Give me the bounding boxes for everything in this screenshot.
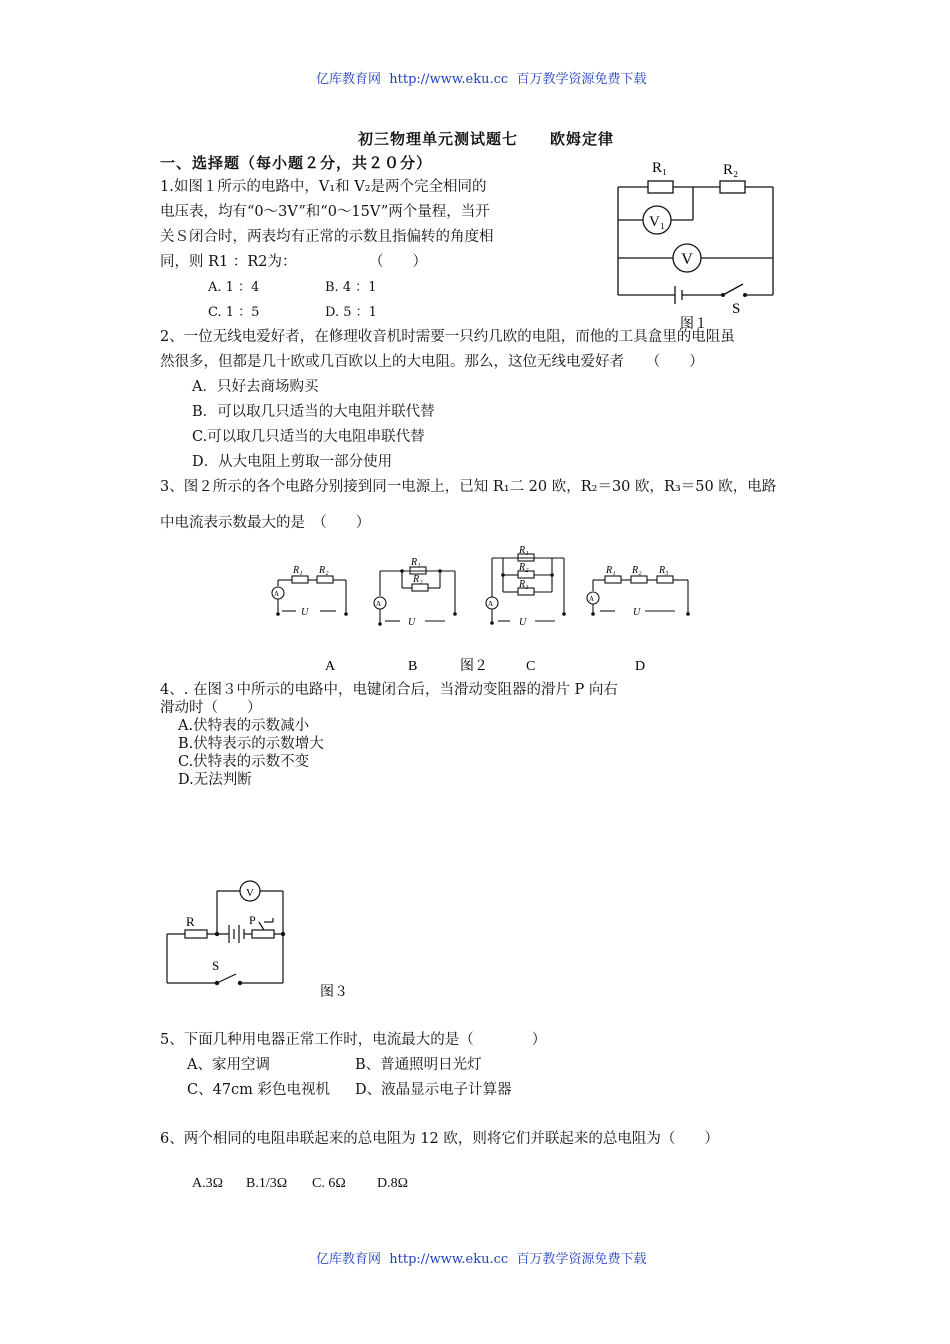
q1-option-c: C. 1 ：5	[208, 305, 260, 320]
q3-line-2: 中电流表示数最大的是 （ ）	[160, 515, 371, 531]
fig2-c-label-u: U	[519, 617, 527, 628]
q2-option-d: D．从大电阻上剪取一部分使用	[192, 454, 393, 470]
q1-option-b: B. 4 ：1	[325, 280, 377, 295]
fig2-a-label-r2: R₂	[319, 565, 329, 576]
fig2-label-a: A	[325, 659, 336, 674]
figure-3-circuit	[160, 878, 360, 1003]
fig1-label-v: V	[681, 251, 693, 268]
fig3-slider-p	[259, 922, 264, 930]
q1-option-d: D. 5 ：1	[325, 305, 377, 320]
q4-option-c: C.伏特表的示数不变	[178, 754, 310, 770]
page-title: 初三物理单元测试题七 欧姆定律	[358, 130, 615, 148]
q4-option-d: D.无法判断	[178, 772, 252, 788]
q4-option-a: A.伏特表的示数减小	[178, 718, 310, 734]
q2-option-c: C.可以取几只适当的大电阻串联代替	[192, 429, 425, 445]
fig2-d-label-ammeter: A	[589, 595, 595, 603]
fig2-circuit-a	[272, 576, 346, 614]
q1-line-4: 同，则 R1 ：R2为： （ ）	[160, 254, 428, 270]
fig2-d-label-r1: R₁	[606, 565, 616, 576]
fig1-label-r1: R₁	[652, 160, 668, 176]
footer-site: 亿库教育网	[316, 1252, 382, 1267]
q1-line-3: 关Ｓ闭合时，两表均有正常的示数且指偏转的角度相	[160, 229, 494, 245]
q5-option-a: A、家用空调	[187, 1057, 270, 1073]
fig1-label-r2: R₂	[723, 162, 739, 178]
header-site: 亿库教育网	[316, 72, 382, 87]
q6-option-d: D.8Ω	[377, 1176, 409, 1191]
footer-slogan: 百万教学资源免费下载	[516, 1252, 647, 1267]
fig2-d-label-u: U	[633, 607, 641, 618]
fig2-label-d: D	[635, 659, 646, 674]
fig2-a-label-ammeter: A	[274, 590, 280, 598]
figure-1-circuit	[605, 150, 785, 335]
fig2-a-label-u: U	[301, 607, 309, 618]
fig2-b-label-r1: R₁	[411, 557, 421, 568]
fig2-label-b: B	[408, 659, 418, 674]
fig1-resistor-r1	[648, 181, 673, 193]
fig1-label-v1: V₁	[648, 214, 666, 230]
fig2-caption: 图２	[460, 659, 488, 674]
header-slogan: 百万教学资源免费下载	[516, 72, 647, 87]
section-heading: 一、选择题（每小题２分，共２０分）	[160, 154, 433, 172]
fig2-label-c: C	[526, 659, 536, 674]
fig3-switch	[217, 974, 236, 983]
fig2-b-label-ammeter: A	[376, 600, 382, 608]
q6-option-a: A.3Ω	[192, 1176, 224, 1191]
fig3-resistor-r	[185, 930, 207, 938]
fig1-switch	[723, 284, 743, 295]
page-footer	[316, 1248, 646, 1267]
q3-line-1: 3、图２所示的各个电路分别接到同一电源上，已知 R₁二 20 欧，R₂＝30 欧，R₃＝50 欧，电路	[160, 479, 777, 495]
q2-option-b: B．可以取几只适当的大电阻并联代替	[192, 404, 435, 420]
q6-option-c: C. 6Ω	[312, 1176, 346, 1191]
q2-line-2: 然很多，但都是几十欧或几百欧以上的大电阻。那么，这位无线电爱好者 （ ）	[160, 354, 704, 370]
fig1-resistor-r2	[720, 181, 745, 193]
q4-line-2: 滑动时（ ）	[160, 700, 262, 716]
page-header	[316, 68, 646, 87]
fig3-rheostat	[252, 930, 274, 938]
fig2-c-label-ammeter: A	[488, 600, 494, 608]
q4-line-1: 4、. 在图３中所示的电路中，电键闭合后，当滑动变阻器的滑片 P 向右	[160, 682, 618, 698]
q1-option-a: A. 1 ：4	[208, 280, 260, 295]
q6-option-b: B.1/3Ω	[246, 1176, 288, 1191]
fig2-c-label-r1: R₁	[519, 545, 529, 556]
q2-line-1: 2、一位无线电爱好者，在修理收音机时需要一只约几欧的电阻，而他的工具盒里的电阻虽	[160, 329, 735, 345]
q4-option-b: B.伏特表示的示数增大	[178, 736, 324, 752]
fig3-label-p: P	[249, 913, 256, 927]
q2-option-a: A．只好去商场购买	[192, 379, 319, 395]
q5-line: 5、下面几种用电器正常工作时，电流最大的是（ ）	[160, 1032, 547, 1048]
fig3-label-s: S	[212, 958, 220, 973]
footer-url[interactable]: http://www.eku.cc	[389, 1252, 509, 1267]
q5-option-b: B、普通照明日光灯	[355, 1057, 482, 1073]
fig2-b-label-r2: R₂	[413, 574, 423, 585]
fig1-label-s: S	[732, 301, 741, 317]
fig3-label-v: V	[246, 887, 254, 899]
figure-2-circuits	[260, 545, 700, 678]
q6-line: 6、两个相同的电阻串联起来的总电阻为 12 欧，则将它们并联起来的总电阻为（ ）	[160, 1131, 719, 1147]
fig3-label-r: R	[186, 914, 195, 929]
q5-option-d: D、液晶显示电子计算器	[355, 1082, 512, 1098]
q5-option-c: C、47cm 彩色电视机	[187, 1082, 331, 1098]
fig2-b-label-u: U	[408, 617, 416, 628]
fig3-caption: 图３	[320, 985, 348, 1000]
fig2-d-label-r3: R₃	[659, 565, 669, 576]
q1-line-1: 1.如图１所示的电路中，V₁和 V₂是两个完全相同的	[160, 179, 487, 195]
fig1-caption: 图１	[680, 317, 708, 332]
header-url[interactable]: http://www.eku.cc	[389, 72, 509, 87]
fig2-d-label-r2: R₂	[632, 565, 642, 576]
fig2-c-label-r3: R₃	[519, 579, 529, 590]
fig2-a-label-r1: R₁	[293, 565, 303, 576]
fig2-c-label-r2: R₂	[519, 562, 529, 573]
q1-line-2: 电压表，均有“0～3V”和“0～15V”两个量程，当开	[160, 204, 490, 220]
